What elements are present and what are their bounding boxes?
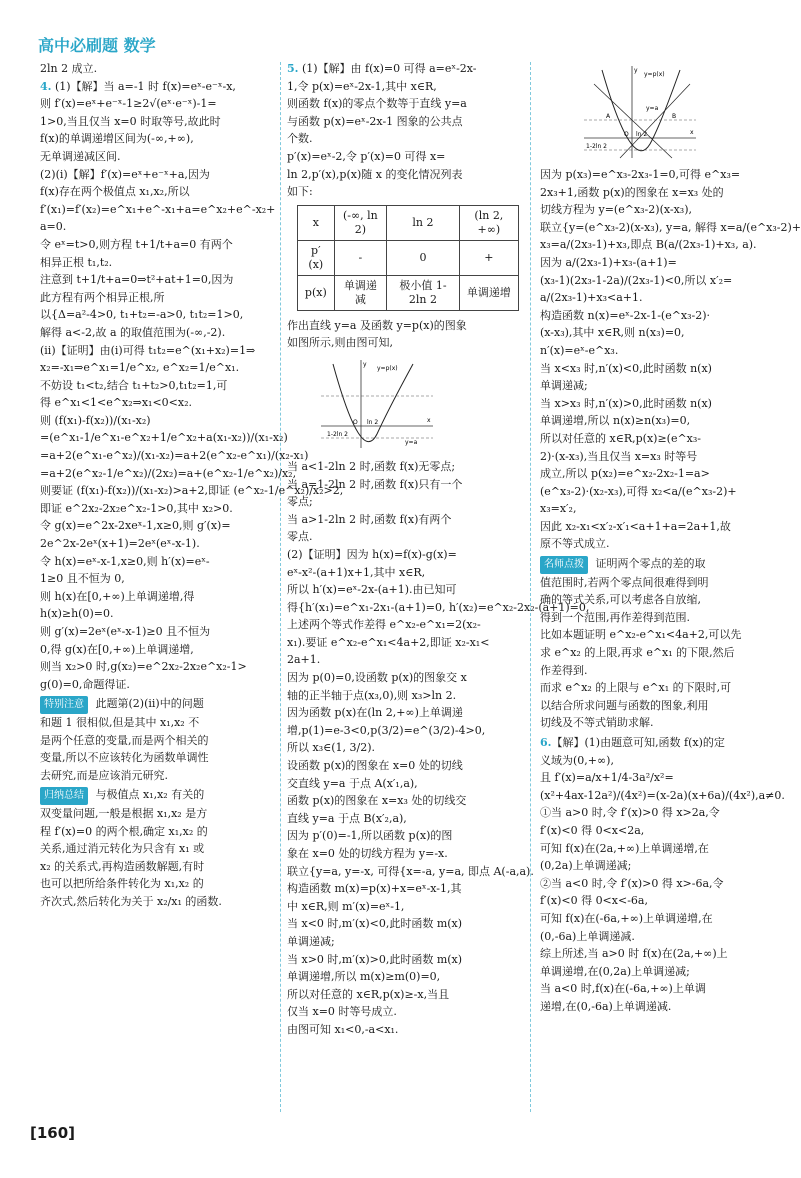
col1-line: 则要证 (f(x₁)-f(x₂))/(x₁-x₂)>a+2,即证 (e^x₂-1/e^x₂)/x₂>2, — [40, 484, 344, 498]
col1-line: 令 eˣ=t>0,则方程 t+1/t+a=0 有两个 — [40, 237, 233, 251]
col2-mid-line: 如图所示,则由图可知, — [287, 336, 393, 350]
col3-line: 因为 a/(2x₃-1)+x₃-(a+1)= — [540, 255, 677, 269]
graph1-origin-label: O — [353, 418, 358, 426]
q6-line: 递增,在(0,-6a)上单调递减. — [540, 999, 672, 1013]
col1-line: f(x)存在两个极值点 x₁,x₂,所以 — [40, 185, 190, 199]
teacher-tip-tag: 名师点拨 — [540, 556, 588, 574]
col1-line: 1>0,当且仅当 x=0 时取等号,故此时 — [40, 114, 221, 128]
col2-bottom-line: (2)【证明】因为 h(x)=f(x)-g(x)= — [287, 547, 457, 561]
col2-bottom-line: 增,p(1)=e-3<0,p(3/2)=e^(3/2)-4>0, — [287, 723, 486, 737]
col1-line: f′(x₁)=f′(x₂)=e^x₁+e^-x₁+a=e^x₂+e^-x₂+ — [40, 202, 276, 216]
table-row — [298, 240, 519, 275]
col2-bottom-line: 零点. — [287, 530, 313, 544]
col3-line: 所以对任意的 x∈R,p(x)≥(e^x₃- — [540, 431, 702, 445]
col3-line: 构造函数 n(x)=eˣ-2x-1-(e^x₃-2)· — [540, 308, 711, 322]
col1-line: g(0)=0,命题得证. — [40, 677, 130, 691]
summary-note-text — [40, 788, 272, 910]
graph2-y-label: y — [634, 67, 638, 74]
col1-line: 则 (f(x₁)-f(x₂))/(x₁-x₂) — [40, 413, 151, 427]
graph2-origin-label: O — [624, 131, 629, 138]
col1-line: 令 g(x)=e^2x-2xeˣ-1,x≥0,则 g′(x)= — [40, 519, 231, 533]
summary-note-tag: 归纳总结 — [40, 787, 88, 805]
col3-line: 单调递增,所以 n(x)≥n(x₃)=0, — [540, 414, 691, 428]
col3-line: 切线方程为 y=(e^x₃-2)(x-x₃), — [540, 203, 692, 217]
col2-top-line: 个数. — [287, 132, 313, 146]
graph1-y-label: y — [363, 360, 367, 368]
col2-bottom-line: 仅当 x=0 时等号成立. — [287, 1005, 397, 1019]
q6-line: 可知 f(x)在(-6a,+∞)上单调递增,在 — [540, 911, 713, 925]
teacher-tip-line: 值范围时,若两个零点间很难得到明 — [540, 575, 709, 589]
table-cell: 极小值 1-2ln 2 — [387, 275, 460, 310]
table-cell: ln 2 — [387, 205, 460, 240]
col1-line: 则 g′(x)=2eˣ(eˣ-x-1)≥0 且不恒为 — [40, 625, 211, 638]
table-cell: 单调递减 — [334, 275, 387, 310]
special-note-line: 和题 1 很相似,但是其中 x₁,x₂ 不 — [40, 715, 200, 729]
col1-line: 以{Δ=a²-4>0, t₁+t₂=-a>0, t₁t₂=1>0, — [40, 308, 244, 322]
col2-mid-line: 作出直线 y=a 及函数 y=p(x)的图象 — [287, 318, 467, 332]
graph2-curve-label: y=p(x) — [644, 71, 665, 78]
col1-line: 1≥0 且不恒为 0, — [40, 572, 125, 586]
question-number: 6. — [540, 736, 552, 749]
col2-bottom-line: 单调递减; — [287, 934, 335, 948]
col2-bottom-line: 由图可知 x₁<0,-a<x₁. — [287, 1022, 399, 1036]
page-header-title: 高中必刷题 数学 — [38, 36, 156, 55]
col2-bottom-line: 联立{y=a, y=-x, 可得{x=-a, y=a, 即点 A(-a,a). — [287, 864, 534, 878]
col2-bottom-line: 2a+1. — [287, 653, 321, 667]
col2-bottom-line: 单调递增,所以 m(x)≥m(0)=0, — [287, 970, 441, 984]
graph2-ln2-label: ln 2 — [636, 131, 648, 138]
col2-bottom-line: 所以 x₃∈(1, 3/2). — [287, 741, 376, 755]
q6-line: 义域为(0,+∞), — [540, 753, 614, 767]
table-cell: 0 — [387, 240, 460, 275]
special-note — [40, 695, 272, 784]
col2-bottom-line: 得{h′(x₁)=e^x₁-2x₁-(a+1)=0, h′(x₂)=e^x₂-2x₂-(a+1)=0, — [287, 600, 590, 614]
col2-bottom-line: 因为函数 p(x)在(ln 2,+∞)上单调递 — [287, 706, 463, 720]
summary-note-line: 齐次式,然后转化为关于 x₂/x₁ 的函数. — [40, 894, 222, 908]
col1-line: a=0. — [40, 220, 67, 234]
col3-line: 成立,所以 p(x₂)=e^x₂-2x₂-1=a> — [540, 467, 710, 481]
column-divider-2 — [530, 62, 531, 1112]
col2-bottom-line: x₁).要证 e^x₂-e^x₁<4a+2,即证 x₂-x₁< — [287, 635, 490, 649]
graph1-line-label: y=a — [405, 438, 418, 446]
table-cell: p′(x) — [298, 240, 335, 275]
col2-bottom-line: 中 x∈R,则 m′(x)=eˣ-1, — [287, 899, 405, 913]
col2-top-line: 5. (1)【解】由 f(x)=0 可得 a=eˣ-2x- — [287, 62, 477, 75]
graph-p-x — [317, 356, 437, 452]
table-cell: (ln 2, +∞) — [459, 205, 518, 240]
q6-line: 单调递增,在(0,2a)上单调递减; — [540, 964, 690, 978]
col2-bottom-line: 函数 p(x)的图象在 x=x₃ 处的切线交 — [287, 794, 467, 808]
col2-bottom-line: eˣ-x²-(a+1)x+1,其中 x∈R, — [287, 565, 426, 579]
column-divider-1 — [280, 62, 281, 1112]
graph1-curve-label: y=p(x) — [377, 364, 398, 372]
table-row — [298, 205, 519, 240]
col1-line: 令 h(x)=eˣ-x-1,x≥0,则 h′(x)=eˣ- — [40, 554, 210, 568]
col3-line: (e^x₃-2)·(x₂-x₃),可得 x₂<a/(e^x₃-2)+ — [540, 484, 737, 498]
teacher-tip-line: 以结合所求问题与函数的图象,利用 — [540, 698, 709, 712]
col1-line: x₂=-x₁⇒e^x₁=1/e^x₂, e^x₂=1/e^x₁. — [40, 361, 240, 375]
col2-bottom-line: 象在 x=0 处的切线方程为 y=-x. — [287, 847, 448, 860]
col1-line: =a+2(e^x₁-e^x₂)/(x₁-x₂)=a+2(e^x₂-e^x₁)/(x₂-x₁) — [40, 449, 309, 463]
summary-note-line: 双变量问题,一般是根据 x₁,x₂ 是方 — [40, 806, 208, 820]
graph2-x-label: x — [690, 129, 694, 136]
teacher-tip-line: 确的等式关系,可以考虑各自放缩, — [540, 593, 701, 607]
q6-line: f′(x)<0 得 0<x<2a, — [540, 823, 645, 837]
question-number: 5. — [287, 62, 299, 75]
col3-line: 联立{y=(e^x₃-2)(x-x₃), y=a, 解得 x=a/(e^x₃-2)+ — [540, 220, 801, 234]
table-cell: - — [334, 240, 387, 275]
summary-note-line: x₂ 的关系式,再构造函数解题,有时 — [40, 859, 205, 873]
table-cell: p(x) — [298, 275, 335, 310]
graph-tangents — [580, 64, 700, 160]
summary-note-line: 程 f′(x)=0 的两个根,确定 x₁,x₂ 的 — [40, 824, 208, 838]
q6-line: 当 a<0 时,f(x)在(-6a,+∞)上单调 — [540, 982, 706, 996]
col1-line: (2)(i)【解】f′(x)=eˣ+e⁻ˣ+a,因为 — [40, 167, 210, 181]
teacher-tip-text — [540, 557, 768, 732]
col2-bottom-line: 当 a>1-2ln 2 时,函数 f(x)有两个 — [287, 512, 452, 526]
col3-line: 原不等式成立. — [540, 537, 610, 551]
q6-line: ②当 a<0 时,令 f′(x)>0 得 x>-6a,令 — [540, 876, 724, 890]
col2-bottom-line: 交直线 y=a 于点 A(x′₁,a), — [287, 776, 418, 790]
col2-bottom-line: 所以对任意的 x∈R,p(x)≥-x,当且 — [287, 987, 450, 1001]
table-row — [298, 275, 519, 310]
col1-line: 4. (1)【解】当 a=-1 时 f(x)=eˣ-e⁻ˣ-x, — [40, 79, 236, 93]
col1-line: (ii)【证明】由(i)可得 t₁t₂=e^(x₁+x₂)=1⇒ — [40, 343, 256, 357]
col3-line: (x-x₃),其中 x∈R,则 n(x₃)=0, — [540, 326, 685, 340]
col3-line: 单调递减; — [540, 379, 588, 393]
special-note-tag: 特别注意 — [40, 696, 88, 714]
col1-line: 解得 a<-2,故 a 的取值范围为(-∞,-2). — [40, 325, 226, 339]
teacher-tip-line: 求 e^x₂ 的上限,再求 e^x₁ 的下限,然后 — [540, 646, 735, 660]
col1-line: 注意到 t+1/t+a=0⇒t²+at+1=0,因为 — [40, 273, 234, 287]
table-cell: (-∞, ln 2) — [334, 205, 387, 240]
table-cell: x — [298, 205, 335, 240]
col3-line: x₃=a/(2x₃-1)+x₃,即点 B(a/(2x₃-1)+x₃, a). — [540, 238, 757, 252]
col1-line: 不妨设 t₁<t₂,结合 t₁+t₂>0,t₁t₂=1,可 — [40, 378, 228, 392]
col3-line: 2)·(x-x₃),当且仅当 x=x₃ 时等号 — [540, 449, 698, 463]
special-note-line: 变量,所以不应该转化为函数单调性 — [40, 751, 209, 765]
teacher-tip-line: 证明两个零点的差的取 — [595, 557, 706, 571]
col3-line: a/(2x₃-1)+x₃<a+1. — [540, 291, 643, 305]
summary-note-line: 与极值点 x₁,x₂ 有关的 — [95, 788, 205, 802]
teacher-tip-line: 而求 e^x₂ 的上限与 e^x₁ 的下限时,可 — [540, 681, 732, 695]
col1-line: h(x)≥h(0)=0. — [40, 607, 114, 621]
graph2-b-label: B — [672, 113, 677, 120]
graph1-ln2-label: ln 2 — [367, 418, 379, 426]
special-note-line: 此题第(2)(ii)中的问题 — [95, 697, 204, 711]
question-6-text — [540, 734, 785, 1016]
col2-bottom-line: 当 x<0 时,m′(x)<0,此时函数 m(x) — [287, 917, 463, 931]
col2-top-line: ln 2,p′(x),p(x)随 x 的变化情况列表 — [287, 167, 463, 181]
col1-line: 2ln 2 成立. — [40, 62, 98, 75]
teacher-tip-line: 作差得到. — [540, 663, 588, 677]
col2-bottom-line: 上述两个等式作差得 e^x₂-e^x₁=2(x₂- — [287, 618, 481, 632]
q6-line: 可知 f(x)在(2a,+∞)上单调递增,在 — [540, 841, 709, 855]
col3-line: x₃=x′₂, — [540, 502, 577, 516]
col2-bottom-line: 当 x>0 时,m′(x)>0,此时函数 m(x) — [287, 952, 463, 966]
summary-note-line: 也可以把所给条件转化为 x₁,x₂ 的 — [40, 877, 204, 891]
col2-bottom-line: 因为 p′(0)=-1,所以函数 p(x)的图 — [287, 829, 453, 843]
col2-bottom-line: 因为 p(0)=0,设函数 p(x)的图象交 x — [287, 671, 467, 685]
special-note-line: 去研究,而是应该消元研究. — [40, 768, 168, 782]
col2-top-line: 如下: — [287, 185, 313, 199]
question-number: 4. — [40, 79, 52, 93]
col1-line: 此方程有两个相异正根,所 — [40, 290, 165, 304]
q6-line: f′(x)<0 得 0<x<-6a, — [540, 894, 648, 908]
col1-line: =a+2(e^x₂-1/e^x₂)/(2x₂)=a+(e^x₂-1/e^x₂)/x₂, — [40, 466, 297, 480]
column-3 — [540, 60, 801, 1016]
col1-line: 2e^2x-2eˣ(x+1)=2eˣ(eˣ-x-1). — [40, 537, 200, 551]
q6-line: 综上所述,当 a>0 时 f(x)在(2a,+∞)上 — [540, 947, 728, 961]
variation-table — [297, 205, 519, 311]
col2-top-line: 与函数 p(x)=eˣ-2x-1 图象的公共点 — [287, 114, 463, 128]
summary-note-line: 关系,通过消元转化为只含有 x₁ 或 — [40, 842, 205, 856]
col2-top-line: 1,令 p(x)=eˣ-2x-1,其中 x∈R, — [287, 79, 437, 93]
col1-line: =(e^x₁-1/e^x₁-e^x₂+1/e^x₂+a(x₁-x₂))/(x₁-x₂) — [40, 431, 288, 445]
graph1-min-label: 1-2ln 2 — [327, 430, 348, 438]
col2-bottom-line: 轴的正半轴于点(x₃,0),则 x₃>ln 2. — [287, 688, 457, 702]
col3-line: (x₃-1)(2x₃-1-2a)/(2x₃-1)<0,所以 x′₂= — [540, 273, 733, 287]
graph2-min-label: 1-2ln 2 — [586, 143, 607, 150]
teacher-tip — [540, 555, 768, 732]
col1-line: 得 e^x₁<1<e^x₂⇒x₁<0<x₂. — [40, 396, 192, 410]
graph1-x-label: x — [427, 416, 431, 424]
col2-bottom-line: 构造函数 m(x)=p(x)+x=eˣ-x-1,其 — [287, 882, 462, 896]
col3-line: 2x₃+1,函数 p(x)的图象在 x=x₃ 处的 — [540, 185, 724, 199]
teacher-tip-line: 切线及不等式销助求解. — [540, 716, 654, 730]
col3-line: 因此 x₂-x₁<x′₂-x′₁<a+1+a=2a+1,故 — [540, 519, 731, 533]
q6-line: (0,2a)上单调递减; — [540, 859, 632, 873]
col2-bottom-line: 当 a=1-2ln 2 时,函数 f(x)只有一个 — [287, 477, 463, 491]
col2-mid-text — [287, 317, 519, 352]
q6-line: ①当 a>0 时,令 f′(x)>0 得 x>2a,令 — [540, 806, 720, 820]
col1-line: 即证 e^2x₂-2x₂e^x₂-1>0,其中 x₂>0. — [40, 501, 233, 515]
q6-line: (x²+4ax-12a²)/(4x²)=(x-2a)(x+6a)/(4x²),a≠0. — [540, 788, 785, 802]
col3-line: n′(x)=eˣ-e^x₃. — [540, 343, 619, 357]
col3-text — [540, 166, 801, 553]
table-cell: 单调递增 — [459, 275, 518, 310]
col3-line: 当 x>x₃ 时,n′(x)>0,此时函数 n(x) — [540, 396, 712, 410]
col1-line: 则 f′(x)=eˣ+e⁻ˣ-1≥2√(eˣ·e⁻ˣ)-1= — [40, 97, 217, 111]
graph2-line-label: y=a — [646, 105, 659, 112]
col1-line: f(x)的单调递增区间为(-∞,+∞), — [40, 132, 194, 146]
col1-line: 相异正根 t₁,t₂. — [40, 255, 113, 269]
col2-bottom-line: 零点; — [287, 495, 313, 509]
col2-top-line: 则函数 f(x)的零点个数等于直线 y=a — [287, 97, 467, 111]
col2-top-line: p′(x)=eˣ-2,令 p′(x)=0 可得 x= — [287, 149, 446, 163]
col2-bottom-line: 当 a<1-2ln 2 时,函数 f(x)无零点; — [287, 459, 456, 473]
q6-line: 6.【解】(1)由题意可知,函数 f(x)的定 — [540, 736, 725, 749]
col1-line: 则 h(x)在[0,+∞)上单调递增,得 — [40, 589, 195, 603]
col3-line: 因为 p(x₃)=e^x₃-2x₃-1=0,可得 e^x₃= — [540, 168, 741, 181]
teacher-tip-line: 比如本题证明 e^x₂-e^x₁<4a+2,可以先 — [540, 628, 742, 642]
summary-note — [40, 786, 272, 910]
col1-line: 无单调递减区间. — [40, 149, 121, 163]
page-number: [160] — [30, 1124, 76, 1142]
teacher-tip-line: 得到一个范围,再作差得到范围. — [540, 610, 690, 624]
col2-bottom-line: 设函数 p(x)的图象在 x=0 处的切线 — [287, 759, 463, 773]
col2-bottom-line: 直线 y=a 于点 B(x′₂,a), — [287, 811, 407, 825]
col2-top-text — [287, 60, 519, 201]
special-note-line: 是两个任意的变量,而是两个相关的 — [40, 733, 209, 747]
col3-line: 当 x<x₃ 时,n′(x)<0,此时函数 n(x) — [540, 361, 712, 375]
q6-line: 且 f′(x)=a/x+1/4-3a²/x²= — [540, 771, 674, 785]
col1-line: 0,得 g(x)在[0,+∞)上单调递增, — [40, 642, 194, 656]
table-cell: + — [459, 240, 518, 275]
q6-line: (0,-6a)上单调递减. — [540, 929, 635, 943]
col2-bottom-line: 所以 h′(x)=eˣ-2x-(a+1).由已知可 — [287, 583, 457, 597]
col1-line: 则当 x₂>0 时,g(x₂)=e^2x₂-2x₂e^x₂-1> — [40, 660, 247, 674]
graph2-a-label: A — [606, 113, 611, 120]
